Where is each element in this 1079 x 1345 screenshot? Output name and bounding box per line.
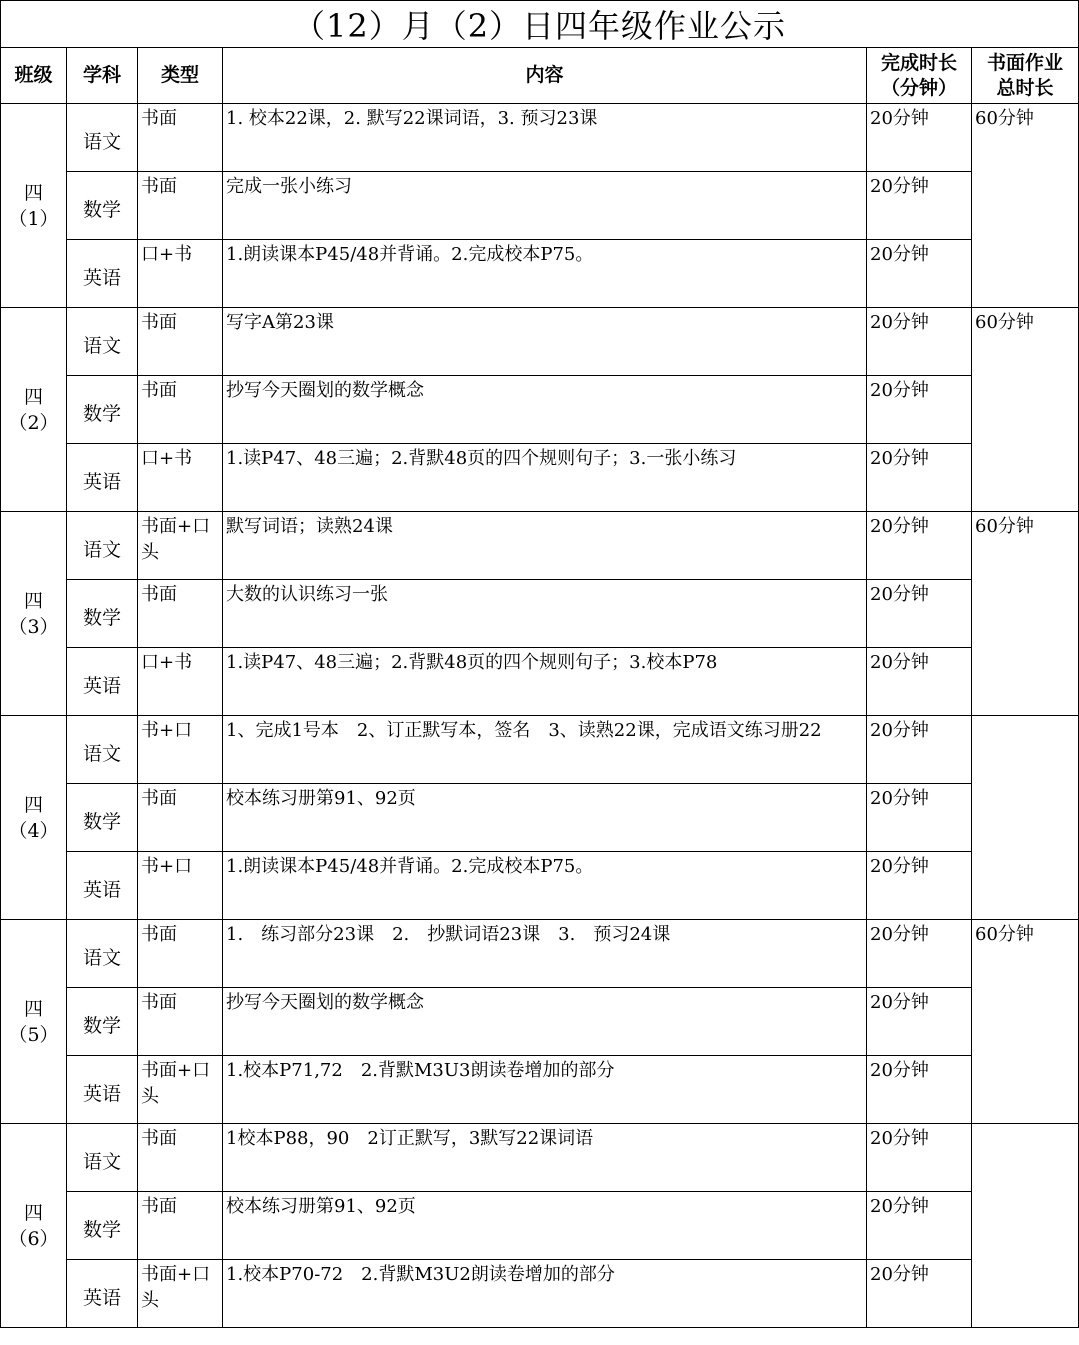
content-cell: 写字A第23课 [223,308,867,376]
class-cell [1,512,67,716]
content-cell: 1.读P47、48三遍；2.背默48页的四个规则句子；3.校本P78 [223,648,867,716]
type-cell: 书面+口头 [138,1056,223,1124]
page-title: （12）月（2）日四年级作业公示 [1,1,1079,48]
table-row [1,104,1079,172]
subject-cell: 语文 [67,512,138,580]
type-cell: 书面 [138,1192,223,1260]
table-row [1,1260,1079,1328]
header-total-duration: 书面作业 总时长 [972,48,1079,104]
table-row [1,852,1079,920]
type-cell: 书面 [138,580,223,648]
class-cell [1,920,67,1124]
duration-cell: 20分钟 [867,308,972,376]
duration-cell: 20分钟 [867,784,972,852]
table-row [1,240,1079,308]
class-number: （6） [8,1227,59,1250]
table-row [1,308,1079,376]
class-grade: 四 [23,181,43,204]
table-row [1,172,1079,240]
table-row [1,784,1079,852]
type-cell: 书面 [138,172,223,240]
content-cell: 1. 练习部分23课 2. 抄默词语23课 3. 预习24课 [223,920,867,988]
content-cell: 默写词语；读熟24课 [223,512,867,580]
duration-cell: 20分钟 [867,376,972,444]
table-row [1,920,1079,988]
duration-cell: 20分钟 [867,716,972,784]
type-cell: 口+书 [138,444,223,512]
type-cell: 书面 [138,784,223,852]
content-cell: 大数的认识练习一张 [223,580,867,648]
subject-cell: 英语 [67,444,138,512]
duration-cell: 20分钟 [867,920,972,988]
subject-cell: 语文 [67,716,138,784]
type-cell: 口+书 [138,648,223,716]
subject-cell: 数学 [67,580,138,648]
class-cell [1,716,67,920]
content-cell: 校本练习册第91、92页 [223,1192,867,1260]
content-cell: 校本练习册第91、92页 [223,784,867,852]
subject-cell: 语文 [67,920,138,988]
subject-cell: 数学 [67,784,138,852]
table-row [1,1056,1079,1124]
class-cell [1,308,67,512]
class-number: （5） [8,1023,59,1046]
total-duration-cell: 60分钟 [972,920,1079,1124]
content-cell: 1、完成1号本 2、订正默写本，签名 3、读熟22课，完成语文练习册22 [223,716,867,784]
duration-cell: 20分钟 [867,172,972,240]
class-grade: 四 [23,589,43,612]
class-number: （2） [8,411,59,434]
class-grade: 四 [23,793,43,816]
table-row [1,376,1079,444]
class-grade: 四 [23,1201,43,1224]
subject-cell: 语文 [67,308,138,376]
subject-cell: 语文 [67,104,138,172]
total-duration-cell [972,1124,1079,1328]
subject-cell: 数学 [67,1192,138,1260]
table-row [1,1192,1079,1260]
class-number: （3） [8,615,59,638]
subject-cell: 数学 [67,988,138,1056]
subject-cell: 英语 [67,648,138,716]
duration-cell: 20分钟 [867,1056,972,1124]
header-type: 类型 [138,48,223,104]
type-cell: 书面 [138,104,223,172]
content-cell: 抄写今天圈划的数学概念 [223,376,867,444]
type-cell: 书面 [138,988,223,1056]
header-content: 内容 [223,48,867,104]
duration-cell: 20分钟 [867,852,972,920]
duration-cell: 20分钟 [867,648,972,716]
duration-cell: 20分钟 [867,580,972,648]
class-number: （4） [8,819,59,842]
class-grade: 四 [23,997,43,1020]
header-class: 班级 [1,48,67,104]
content-cell: 完成一张小练习 [223,172,867,240]
table-row [1,716,1079,784]
content-cell: 1校本P88，90 2订正默写，3默写22课词语 [223,1124,867,1192]
subject-cell: 英语 [67,1260,138,1328]
table-row [1,648,1079,716]
type-cell: 口+书 [138,240,223,308]
table-row [1,580,1079,648]
type-cell: 书面+口头 [138,1260,223,1328]
content-cell: 1.朗读课本P45/48并背诵。2.完成校本P75。 [223,240,867,308]
header-duration: 完成时长 （分钟） [867,48,972,104]
subject-cell: 数学 [67,376,138,444]
subject-cell: 英语 [67,240,138,308]
duration-cell: 20分钟 [867,240,972,308]
type-cell: 书+口 [138,852,223,920]
class-grade: 四 [23,385,43,408]
duration-cell: 20分钟 [867,988,972,1056]
class-number: （1） [8,207,59,230]
total-duration-cell [972,716,1079,920]
table-row [1,1124,1079,1192]
class-cell [1,104,67,308]
total-duration-cell: 60分钟 [972,104,1079,308]
content-cell: 1.校本P70-72 2.背默M3U2朗读卷增加的部分 [223,1260,867,1328]
duration-cell: 20分钟 [867,444,972,512]
type-cell: 书面 [138,308,223,376]
content-cell: 抄写今天圈划的数学概念 [223,988,867,1056]
duration-cell: 20分钟 [867,104,972,172]
subject-cell: 语文 [67,1124,138,1192]
subject-cell: 数学 [67,172,138,240]
type-cell: 书+口 [138,716,223,784]
type-cell: 书面+口头 [138,512,223,580]
type-cell: 书面 [138,920,223,988]
subject-cell: 英语 [67,852,138,920]
table-row [1,512,1079,580]
content-cell: 1.朗读课本P45/48并背诵。2.完成校本P75。 [223,852,867,920]
content-cell: 1.读P47、48三遍；2.背默48页的四个规则句子；3.一张小练习 [223,444,867,512]
total-duration-cell: 60分钟 [972,512,1079,716]
type-cell: 书面 [138,1124,223,1192]
total-duration-cell: 60分钟 [972,308,1079,512]
class-cell [1,1124,67,1328]
duration-cell: 20分钟 [867,1124,972,1192]
type-cell: 书面 [138,376,223,444]
header-subject: 学科 [67,48,138,104]
table-row [1,988,1079,1056]
content-cell: 1. 校本22课，2. 默写22课词语，3. 预习23课 [223,104,867,172]
duration-cell: 20分钟 [867,512,972,580]
duration-cell: 20分钟 [867,1260,972,1328]
duration-cell: 20分钟 [867,1192,972,1260]
table-row [1,444,1079,512]
content-cell: 1.校本P71,72 2.背默M3U3朗读卷增加的部分 [223,1056,867,1124]
subject-cell: 英语 [67,1056,138,1124]
